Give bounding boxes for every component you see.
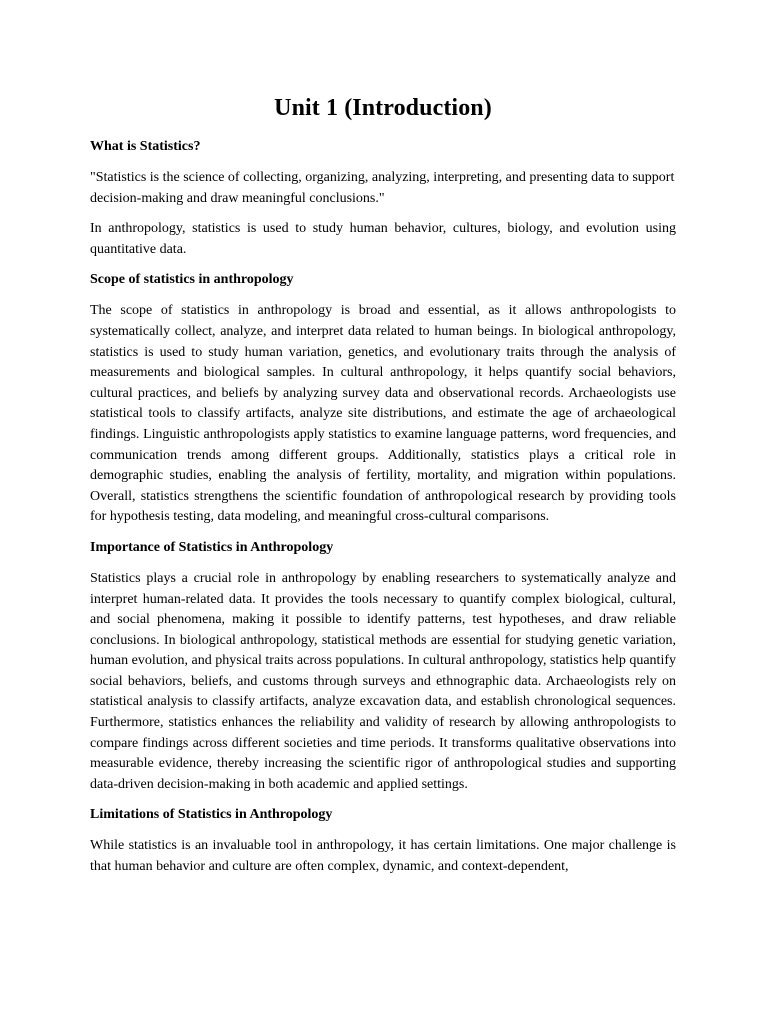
section-heading-what-is-statistics: What is Statistics? [90, 139, 201, 154]
importance-paragraph: Statistics plays a crucial role in anthropology by enabling researchers to systematically analyze and interpret human-related data. It provides the tools necessary to quantify complex biological, cultural, and social phenomena, making it possible to identify patterns, test hypotheses, and draw reliable conclusions. In biological anthropology, statistical methods are essential for studying genetic variation, human evolution, and physical traits across populations. In cultural anthropology, statistics help quantify social behaviors, beliefs, and customs through surveys and ethnographic data. Archaeologists rely on statistical analysis to classify artifacts, analyze excavation data, and establish chronological sequences. Furthermore, statistics enhances the reliability and validity of research by allowing anthropologists to compare findings across different societies and time periods. It transforms qualitative observations into measurable evidence, thereby increasing the scientific rigor of anthropological studies and supporting data-driven decision-making in both academic and applied settings. [90, 570, 676, 792]
definition-paragraph: "Statistics is the science of collecting, organizing, analyzing, interpreting, and presenting data to support decision-making and draw meaningful conclusions." [90, 170, 675, 206]
document-page [90, 93, 676, 888]
scope-paragraph: The scope of statistics in anthropology is broad and essential, as it allows anthropologists to systematically collect, analyze, and interpret data related to human beings. In biological anthropology, statistics is used to study human variation, genetics, and evolutionary traits through the analysis of measurements and biological samples. In cultural anthropology, it helps quantify social behaviors, cultural practices, and beliefs by analyzing survey data and observational records. Archaeologists use statistical tools to classify artifacts, analyze site distributions, and estimate the age of archaeological findings. Linguistic anthropologists apply statistics to examine language patterns, word frequencies, and communication trends among different groups. Additionally, statistics plays a critical role in demographic studies, enabling the analysis of fertility, mortality, and migration within populations. Overall, statistics strengthens the scientific foundation of anthropological research by providing tools for hypothesis testing, data modeling, and meaningful cross-cultural comparisons. [90, 303, 676, 525]
anthropology-usage-paragraph: In anthropology, statistics is used to study human behavior, cultures, biology, and evolution using quantitative data. [90, 221, 676, 257]
section-heading-importance: Importance of Statistics in Anthropology [90, 539, 334, 555]
limitations-paragraph: While statistics is an invaluable tool in anthropology, it has certain limitations. One major challenge is that human behavior and culture are often complex, dynamic, and context-dependent, [90, 838, 676, 875]
section-heading-limitations: Limitations of Statistics in Anthropology [90, 807, 333, 823]
page-title: Unit 1 (Introduction) [274, 95, 492, 121]
section-heading-scope: Scope of statistics in anthropology [90, 272, 294, 288]
